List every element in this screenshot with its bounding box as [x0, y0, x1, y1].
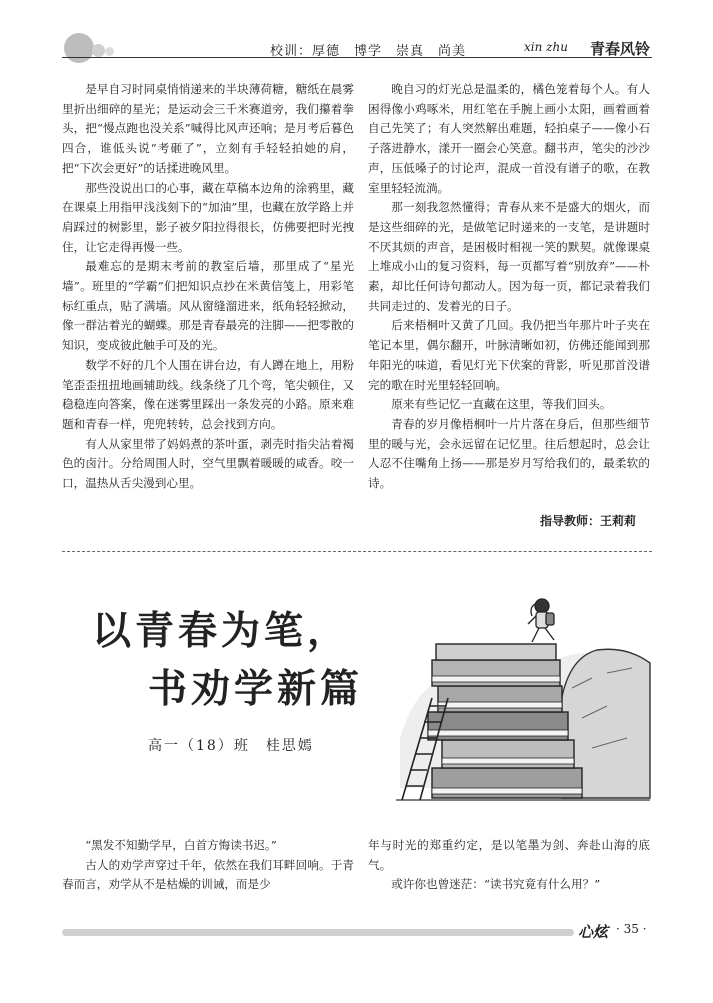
paragraph: 晚自习的灯光总是温柔的，橘色笼着每个人。有人困得像小鸡啄米，用红笔在手腕上画小太阳，画着画着自己先笑了；有人突然解出难题，轻拍桌子——像小石子落进静水，漾开一圈会心笑意。翻书声，笔尖的沙沙声，压低嗓子的讨论声，混成一首没有谱子的歌，在教室里轻轻流淌。 — [368, 82, 650, 195]
essay-right-column — [368, 80, 650, 494]
column-brand: 青春风铃 — [590, 40, 651, 58]
article-title-line2: 书劝学新篇 — [148, 667, 364, 712]
paragraph: 原来有些记忆一直藏在这里，等我们回头。 — [391, 397, 612, 412]
advisor-teacher: 指导教师：王莉莉 — [540, 514, 637, 528]
header-rule — [62, 57, 652, 58]
school-motto: 校训：厚德 博学 崇真 尚美 — [270, 44, 467, 59]
paragraph: 或许你也曾迷茫：“读书究竟有什么用？” — [391, 877, 601, 892]
paragraph: 青春的岁月像梧桐叶一片片落在身后，但那些细节里的暖与光，会永远留在记忆里。往后想起时，总会让人忍不住嘴角上扬——那是岁月写给我们的，最柔软的诗。 — [368, 416, 650, 491]
section-divider — [62, 551, 652, 552]
article-byline: 高一（18）班 桂思嫣 — [148, 738, 314, 754]
paragraph: 后来梧桐叶又黄了几回。我仍把当年那片叶子夹在笔记本里，偶尔翻开，叶脉清晰如初，仿佛还能闻到那年阳光的味道，看见灯光下伏案的背影，听见那首没谱完的歌在时光里轻轻回响。 — [368, 318, 650, 392]
article-right-column — [368, 836, 650, 895]
paragraph: 最难忘的是期末考前的教室后墙，那里成了“星光墙”。班里的“学霸”们把知识点抄在米黄信笺上，用彩笔标红重点，贴了满墙。风从窗缝溜进来，纸角轻轻掀动，像一群沾着光的蝴蝶。那是青春最亮的注脚——把零散的知识，变成彼此触手可及的光。 — [62, 259, 354, 353]
paragraph: 那一刻我忽然懂得；青春从来不是盛大的烟火，而是这些细碎的光，是做笔记时递来的一支笔，是讲题时不厌其烦的声音，是困极时相视一笑的默契。就像课桌上堆成小山的复习资料，每一页都写着“别放弃”——朴素，却比任何诗句都动人。因为每一页，都记录着我们共同走过的、发着光的日子。 — [368, 200, 650, 313]
paragraph: “黑发不知勤学早，白首方悔读书迟。” — [85, 838, 277, 852]
header-decor-circle-large — [64, 33, 94, 63]
page-number: · 35 · — [616, 922, 647, 936]
girl-climbing-books-illustration — [392, 588, 654, 810]
magazine-logo: 心炫 — [578, 923, 609, 941]
paragraph: 那些没说出口的心事，藏在草稿本边角的涂鸦里，藏在课桌上用指甲浅浅刻下的“加油”里，也藏在放学路上并肩踩过的树影里，影子被夕阳拉得很长，仿佛要把时光拽住，让它走得再慢一些。 — [62, 180, 354, 254]
header-decor-circle-small — [105, 47, 114, 56]
header-decor-circle-medium — [92, 44, 105, 57]
header-pinyin: xin zhu — [524, 40, 568, 54]
paragraph: 古人的劝学声穿过千年，依然在我们耳畔回响。于青春而言，劝学从不是枯燥的训诫，而是少 — [62, 857, 354, 892]
footer-bar — [62, 929, 574, 936]
essay-left-column — [62, 80, 354, 494]
paragraph: 年与时光的郑重约定，是以笔墨为剑、奔赴山海的底气。 — [368, 838, 650, 872]
article-title-line1: 以青春为笔， — [92, 609, 351, 654]
paragraph: 数学不好的几个人围在讲台边，有人蹲在地上，用粉笔歪歪扭扭地画辅助线。线条绕了几个弯，笔尖顿住，又稳稳连向答案，像在迷雾里踩出一条发亮的小路。原来难题和青春一样，兜兜转转，总会找到方向。 — [62, 357, 354, 431]
paragraph: 是早自习时同桌悄悄递来的半块薄荷糖，糖纸在晨雾里折出细碎的星光；是运动会三千米赛道旁，我们攥着拳头，把“慢点跑也没关系”喊得比风声还响；是月考后暮色四合，谁低头说“考砸了”，立刻有手轻轻拍她的肩，把“下次会更好”的话揉进晚风里。 — [62, 82, 354, 175]
article-left-column — [62, 836, 354, 895]
paragraph: 有人从家里带了妈妈煮的茶叶蛋，剥壳时指尖沾着褐色的卤汁。分给周围人时，空气里飘着暖暖的咸香。咬一口，温热从舌尖漫到心里。 — [62, 436, 354, 491]
